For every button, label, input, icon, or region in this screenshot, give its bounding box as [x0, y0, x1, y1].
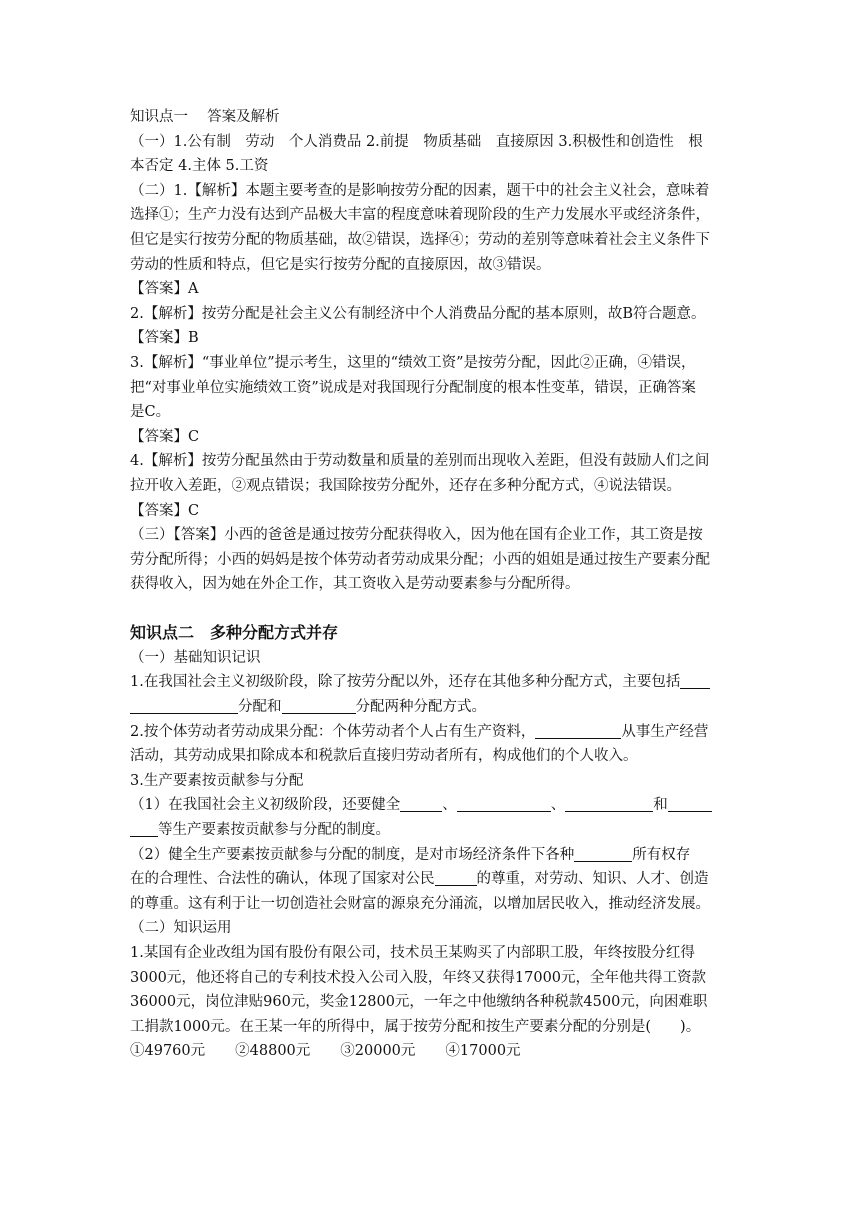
q3-2-blank-2	[435, 870, 477, 886]
answer1: 【答案】A	[130, 281, 199, 298]
q3-2-text-d: 的尊重，对劳动、知识、人才、创造	[476, 871, 709, 888]
section2-title: 知识点二 多种分配方式并存	[130, 622, 339, 642]
q1-blank-1a	[680, 673, 710, 689]
explain3-line2: 把“对事业单位实施绩效工资”说成是对我国现行分配制度的根本性变革，错误，正确答案	[130, 379, 696, 396]
q3-1-text-a: （1）在我国社会主义初级阶段，还要健全	[130, 797, 401, 814]
problem-line2: 3000元，他还将自己的专利技术投入公司入股，年终又获得17000元，全年他共得工资款	[130, 969, 707, 986]
q3-1-blank-1	[400, 796, 442, 812]
options-line	[130, 1039, 730, 1064]
answer4: 【答案】C	[130, 502, 200, 519]
q2-blank	[535, 723, 621, 739]
option-3: ③20000元	[340, 1043, 416, 1060]
q1-text-b: 分配和	[238, 699, 282, 716]
q3-1-blank-2	[457, 796, 551, 812]
explain4-line1: 4.【解析】按劳分配虽然由于劳动数量和质量的差别而出现收入差距，但没有鼓励人们之间	[130, 453, 710, 470]
explain1-line3: 但它是实行按劳分配的物质基础，故②错误，选择④；劳动的差别等意味着社会主义条件下	[130, 231, 710, 248]
document-content	[130, 105, 730, 1064]
q3-1-blank-3	[565, 796, 653, 812]
answer2: 【答案】B	[130, 330, 199, 347]
q3-2-line3: 的尊重。这有利于让一切创造社会财富的源泉充分涌流，以增加居民收入，推动经济发展。	[130, 895, 710, 912]
q1-blank-1b	[130, 698, 238, 714]
q3-2-text-b: 所有权存	[632, 846, 691, 863]
answer-part1-line2: 本否定 4.主体 5.工资	[130, 158, 269, 175]
explain5-line3: 获得收入，因为她在外企工作，其工资收入是劳动要素参与分配所得。	[130, 576, 580, 593]
q3-2-text-a: （2）健全生产要素按贡献参与分配的制度，是对市场经济条件下各种	[130, 846, 575, 863]
q3-2-line1	[130, 843, 730, 868]
explain1-line1: （二）1.【解析】本题主要考查的是影响按劳分配的因素，题干中的社会主义社会，意味着	[130, 182, 710, 199]
q2-line2: 活动，其劳动成果扣除成本和税款后直接归劳动者所有，构成他们的个人收入。	[130, 748, 638, 765]
explain1-line2: 选择①；生产力没有达到产品极大丰富的程度意味着现阶段的生产力发展水平或经济条件，	[130, 207, 710, 224]
q3-1-blank-4b	[130, 821, 158, 837]
option-1: ①49760元	[130, 1043, 206, 1060]
q1-line1	[130, 670, 730, 695]
q1-text-c: 分配两种分配方式。	[355, 699, 486, 716]
option-4: ④17000元	[445, 1043, 521, 1060]
explain5-line2: 劳分配所得；小西的妈妈是按个体劳动者劳动成果分配；小西的姐姐是通过按生产要素分配	[130, 551, 710, 568]
problem-line4: 工捐款1000元。在王某一年的所得中，属于按劳分配和按生产要素分配的分别是( )。	[130, 1018, 701, 1035]
q3-1-line1	[130, 793, 730, 818]
q3-title: 3.生产要素按贡献参与分配	[130, 772, 304, 789]
section2-sub1: （一）基础知识记识	[130, 649, 261, 666]
q1-text-a: 1.在我国社会主义初级阶段，除了按劳分配以外，还存在其他多种分配方式，主要包括	[130, 674, 681, 691]
q3-1-text-c: 、	[550, 797, 566, 814]
option-2: ②48800元	[235, 1043, 311, 1060]
q3-2-text-c: 在的合理性、合法性的确认，体现了国家对公民	[130, 871, 435, 888]
section2-sub2: （二）知识运用	[130, 920, 232, 937]
problem-line1: 1.某国有企业改组为国有股份有限公司，技术员王某购买了内部职工股，年终按股分红得	[130, 945, 695, 961]
q2-text-a: 2.按个体劳动者劳动成果分配：个体劳动者个人占有生产资料，	[130, 723, 536, 740]
q3-1-text-b: 、	[442, 797, 457, 814]
q2-line1	[130, 720, 730, 745]
explain5-line1: （三）【答案】小西的爸爸是通过按劳分配获得收入，因为他在国有企业工作，其工资是按	[130, 527, 703, 544]
q3-1-text-e: 等生产要素按贡献参与分配的制度。	[158, 822, 390, 839]
q3-2-blank-1	[574, 846, 632, 862]
q3-1-line2	[130, 818, 730, 843]
q1-line2	[130, 695, 730, 720]
answer-part1-line1: （一）1.公有制 劳动 个人消费品 2.前提 物质基础 直接原因 3.积极性和创造性 根	[130, 133, 703, 150]
q3-1-blank-4a	[668, 796, 712, 812]
q1-blank-2	[282, 698, 356, 714]
q3-1-text-d: 和	[653, 797, 668, 814]
q2-text-b: 从事生产经营	[621, 723, 709, 740]
explain3-line1: 3.【解析】“事业单位”提示考生，这里的“绩效工资”是按劳分配，因此②正确，④错误，	[130, 354, 696, 371]
explain3-line3: 是C。	[130, 404, 171, 421]
explain2: 2.【解析】按劳分配是社会主义公有制经济中个人消费品分配的基本原则，故B符合题意。	[130, 305, 706, 322]
answer3: 【答案】C	[130, 428, 200, 445]
problem-line3: 36000元，岗位津贴960元，奖金12800元，一年之中他缴纳各种税款4500元，向困难职	[130, 994, 708, 1011]
q3-2-line2	[130, 867, 730, 892]
explain4-line2: 拉开收入差距，②观点错误；我国除按劳分配外，还存在多种分配方式，④说法错误。	[130, 477, 681, 494]
explain1-line4: 劳动的性质和特点，但它是实行按劳分配的直接原因，故③错误。	[130, 256, 551, 273]
section1-title: 知识点一 答案及解析	[130, 109, 280, 125]
